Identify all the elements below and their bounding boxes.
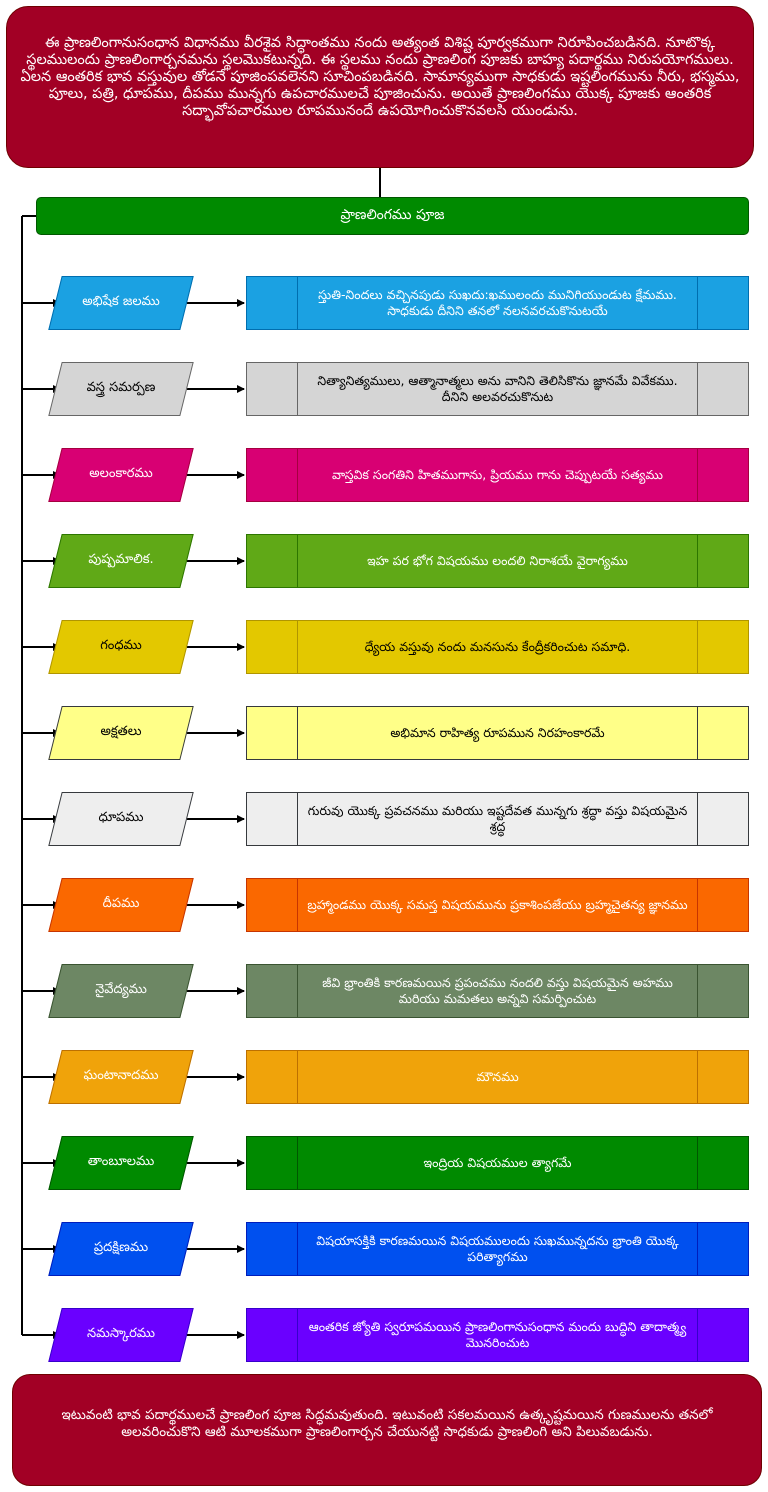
offering-label: నమస్కారము: [86, 1326, 156, 1341]
box-divider-left: [297, 965, 298, 1017]
meaning-box: [246, 878, 749, 932]
offering-label-box: [55, 276, 187, 330]
offering-label-box: [55, 964, 187, 1018]
box-divider-left: [297, 621, 298, 673]
offering-label: అభిషేక జలము: [82, 294, 160, 309]
offering-label-box: [55, 1222, 187, 1276]
offering-label-box: [55, 534, 187, 588]
box-divider-right: [697, 535, 698, 587]
meaning-box: [246, 620, 749, 674]
box-divider-right: [697, 449, 698, 501]
box-divider-right: [697, 1051, 698, 1103]
box-divider-right: [697, 621, 698, 673]
offering-label: ధూపము: [98, 810, 144, 825]
box-divider-left: [297, 1137, 298, 1189]
offering-label: నైవేద్యము: [95, 982, 147, 997]
offering-label: అక్షతలు: [100, 724, 142, 739]
box-divider-left: [297, 363, 298, 415]
offering-label: ఘంటానాదము: [83, 1068, 159, 1083]
box-divider-left: [297, 707, 298, 759]
meaning-text: అభిమాన రాహిత్య రూపమున నిరహంకారమే: [390, 725, 605, 740]
meaning-text: ఇహ పర భోగ విషయము లందలి నిరాశయే వైరాగ్యము: [367, 553, 628, 568]
meaning-box: [246, 1136, 749, 1190]
offering-label-box: [55, 362, 187, 416]
box-divider-left: [297, 277, 298, 329]
meaning-box: [246, 964, 749, 1018]
box-divider-left: [297, 1309, 298, 1361]
meaning-text: ఆంతరిక జ్యోతి స్వరూపమయిన ప్రాణలింగానుసంధాన మందు బుద్ధిని తాదాత్మ్య మొనరించుట: [308, 1319, 687, 1350]
meaning-text: నిత్యానిత్యములు, ఆత్మానాత్మలు అను వానిని తెలిసికొను జ్ఞానమే వివేకము. దీనిని అలవరచుకొనుట: [317, 373, 678, 404]
box-divider-left: [297, 1051, 298, 1103]
box-divider-right: [697, 707, 698, 759]
box-divider-left: [297, 1223, 298, 1275]
meaning-text: మౌనము: [476, 1069, 519, 1084]
box-divider-left: [297, 449, 298, 501]
box-divider-right: [697, 965, 698, 1017]
meaning-box: [246, 792, 749, 846]
meaning-text: జీవి భ్రాంతికి కారణమయిన ప్రపంచము నందలి వస్తు విషయమైన అహము మరియు మమతలు అన్నవి సమర్పించుట: [322, 975, 673, 1006]
offering-label-box: [55, 1308, 187, 1362]
offering-label: ప్రదక్షిణము: [93, 1240, 149, 1255]
meaning-box: [246, 362, 749, 416]
box-divider-right: [697, 1223, 698, 1275]
meaning-box: [246, 1050, 749, 1104]
meaning-box: [246, 448, 749, 502]
offering-label: అలంకారము: [89, 466, 153, 481]
box-divider-left: [297, 793, 298, 845]
offering-label-box: [55, 878, 187, 932]
box-divider-right: [697, 793, 698, 845]
conclusion-box: [12, 1374, 762, 1486]
meaning-box: [246, 534, 749, 588]
box-divider-right: [697, 277, 698, 329]
offering-label-box: [55, 792, 187, 846]
meaning-text: ఇంద్రియ విషయముల త్యాగమే: [423, 1155, 572, 1170]
offering-label-box: [55, 1050, 187, 1104]
conclusion-text: ఇటువంటి భావ పదార్థములచే ప్రాణలింగ పూజ సిద్ధమవుతుంది. ఇటువంటి సకలమయిన ఉత్కృష్టమయిన గుణములను తనలో అలవరించుకొని ఆటి మూలకముగా ప్రాణలింగార్చన చేయునట్టి సాధకుడు ప్రాణలింగి అని పిలువబడును.: [61, 1407, 713, 1440]
main-title: ప్రాణలింగము పూజ: [340, 206, 445, 223]
meaning-box: [246, 1222, 749, 1276]
offering-label: పుష్పమాలిక.: [88, 552, 154, 567]
meaning-box: [246, 1308, 749, 1362]
offering-label: గంధము: [100, 638, 142, 653]
meaning-text: గురువు యొక్క ప్రవచనము మరియు ఇష్టదేవత మున్నగు శ్రద్ధా వస్తు విషయమైన శ్రద్ధ: [307, 803, 688, 834]
offering-label-box: [55, 706, 187, 760]
meaning-text: వాస్తవిక సంగతిని హితముగాను, ప్రియము గాను చెప్పుటయే సత్యము: [332, 467, 663, 482]
box-divider-left: [297, 535, 298, 587]
meaning-box: [246, 706, 749, 760]
offering-label: దీపము: [102, 896, 140, 911]
meaning-box: [246, 276, 749, 330]
offering-label: వస్త్ర సమర్పణ: [86, 380, 156, 395]
box-divider-right: [697, 1309, 698, 1361]
offering-label-box: [55, 620, 187, 674]
meaning-text: స్తుతి-నిందలు వచ్చినపుడు సుఖదు:ఖములందు మునిగియుండుట క్షేమము. సాధకుడు దీనిని తనలో నలనవరచుకొనుటయే: [318, 287, 677, 318]
offering-label-box: [55, 1136, 187, 1190]
intro-text: ఈ ప్రాణలింగానుసంధాన విధానము వీరశైవ సిద్ధాంతము నందు అత్యంత విశిష్ట పూర్వకముగా నిరూపించబడినది. నూటొక్క స్థలములందు ప్రాణలింగార్చనమను స్థలమొకటున్నది. ఈ స్థలము నందు ప్రాణలింగ పూజకు బాహ్య పదార్థము నిరుపయోగములు. ఏలన ఆంతరిక భావ వస్తువుల తోడనే పూజింపవలెనని సూచింపబడినది. సామాన్యముగా సాధకుడు ఇష్టలింగమును నీరు, భస్మము, పూలు, పత్రి, ధూపము, దీపము మున్నగు ఉపచారములచే పూజించును. అయితే ప్రాణలింగము యొక్క పూజకు ఆంతరిక సద్భావోపచారముల రూపమునందే ఉపయోగించుకొనవలసి యుండును.: [20, 35, 740, 119]
meaning-text: ధ్యేయ వస్తువు నందు మనసును కేంద్రీకరించుట సమాధి.: [364, 639, 631, 654]
box-divider-right: [697, 363, 698, 415]
offering-label: తాంబూలము: [87, 1154, 155, 1169]
meaning-text: విషయాసక్తికి కారణమయిన విషయములందు సుఖమున్నదను భ్రాంతి యొక్క పరిత్యాగము: [316, 1233, 679, 1264]
meaning-text: బ్రహ్మాండము యొక్క సమస్త విషయమును ప్రకాశింపజేయు బ్రహ్మచైతన్య జ్ఞానము: [307, 897, 688, 912]
offering-label-box: [55, 448, 187, 502]
box-divider-right: [697, 1137, 698, 1189]
box-divider-right: [697, 879, 698, 931]
box-divider-left: [297, 879, 298, 931]
